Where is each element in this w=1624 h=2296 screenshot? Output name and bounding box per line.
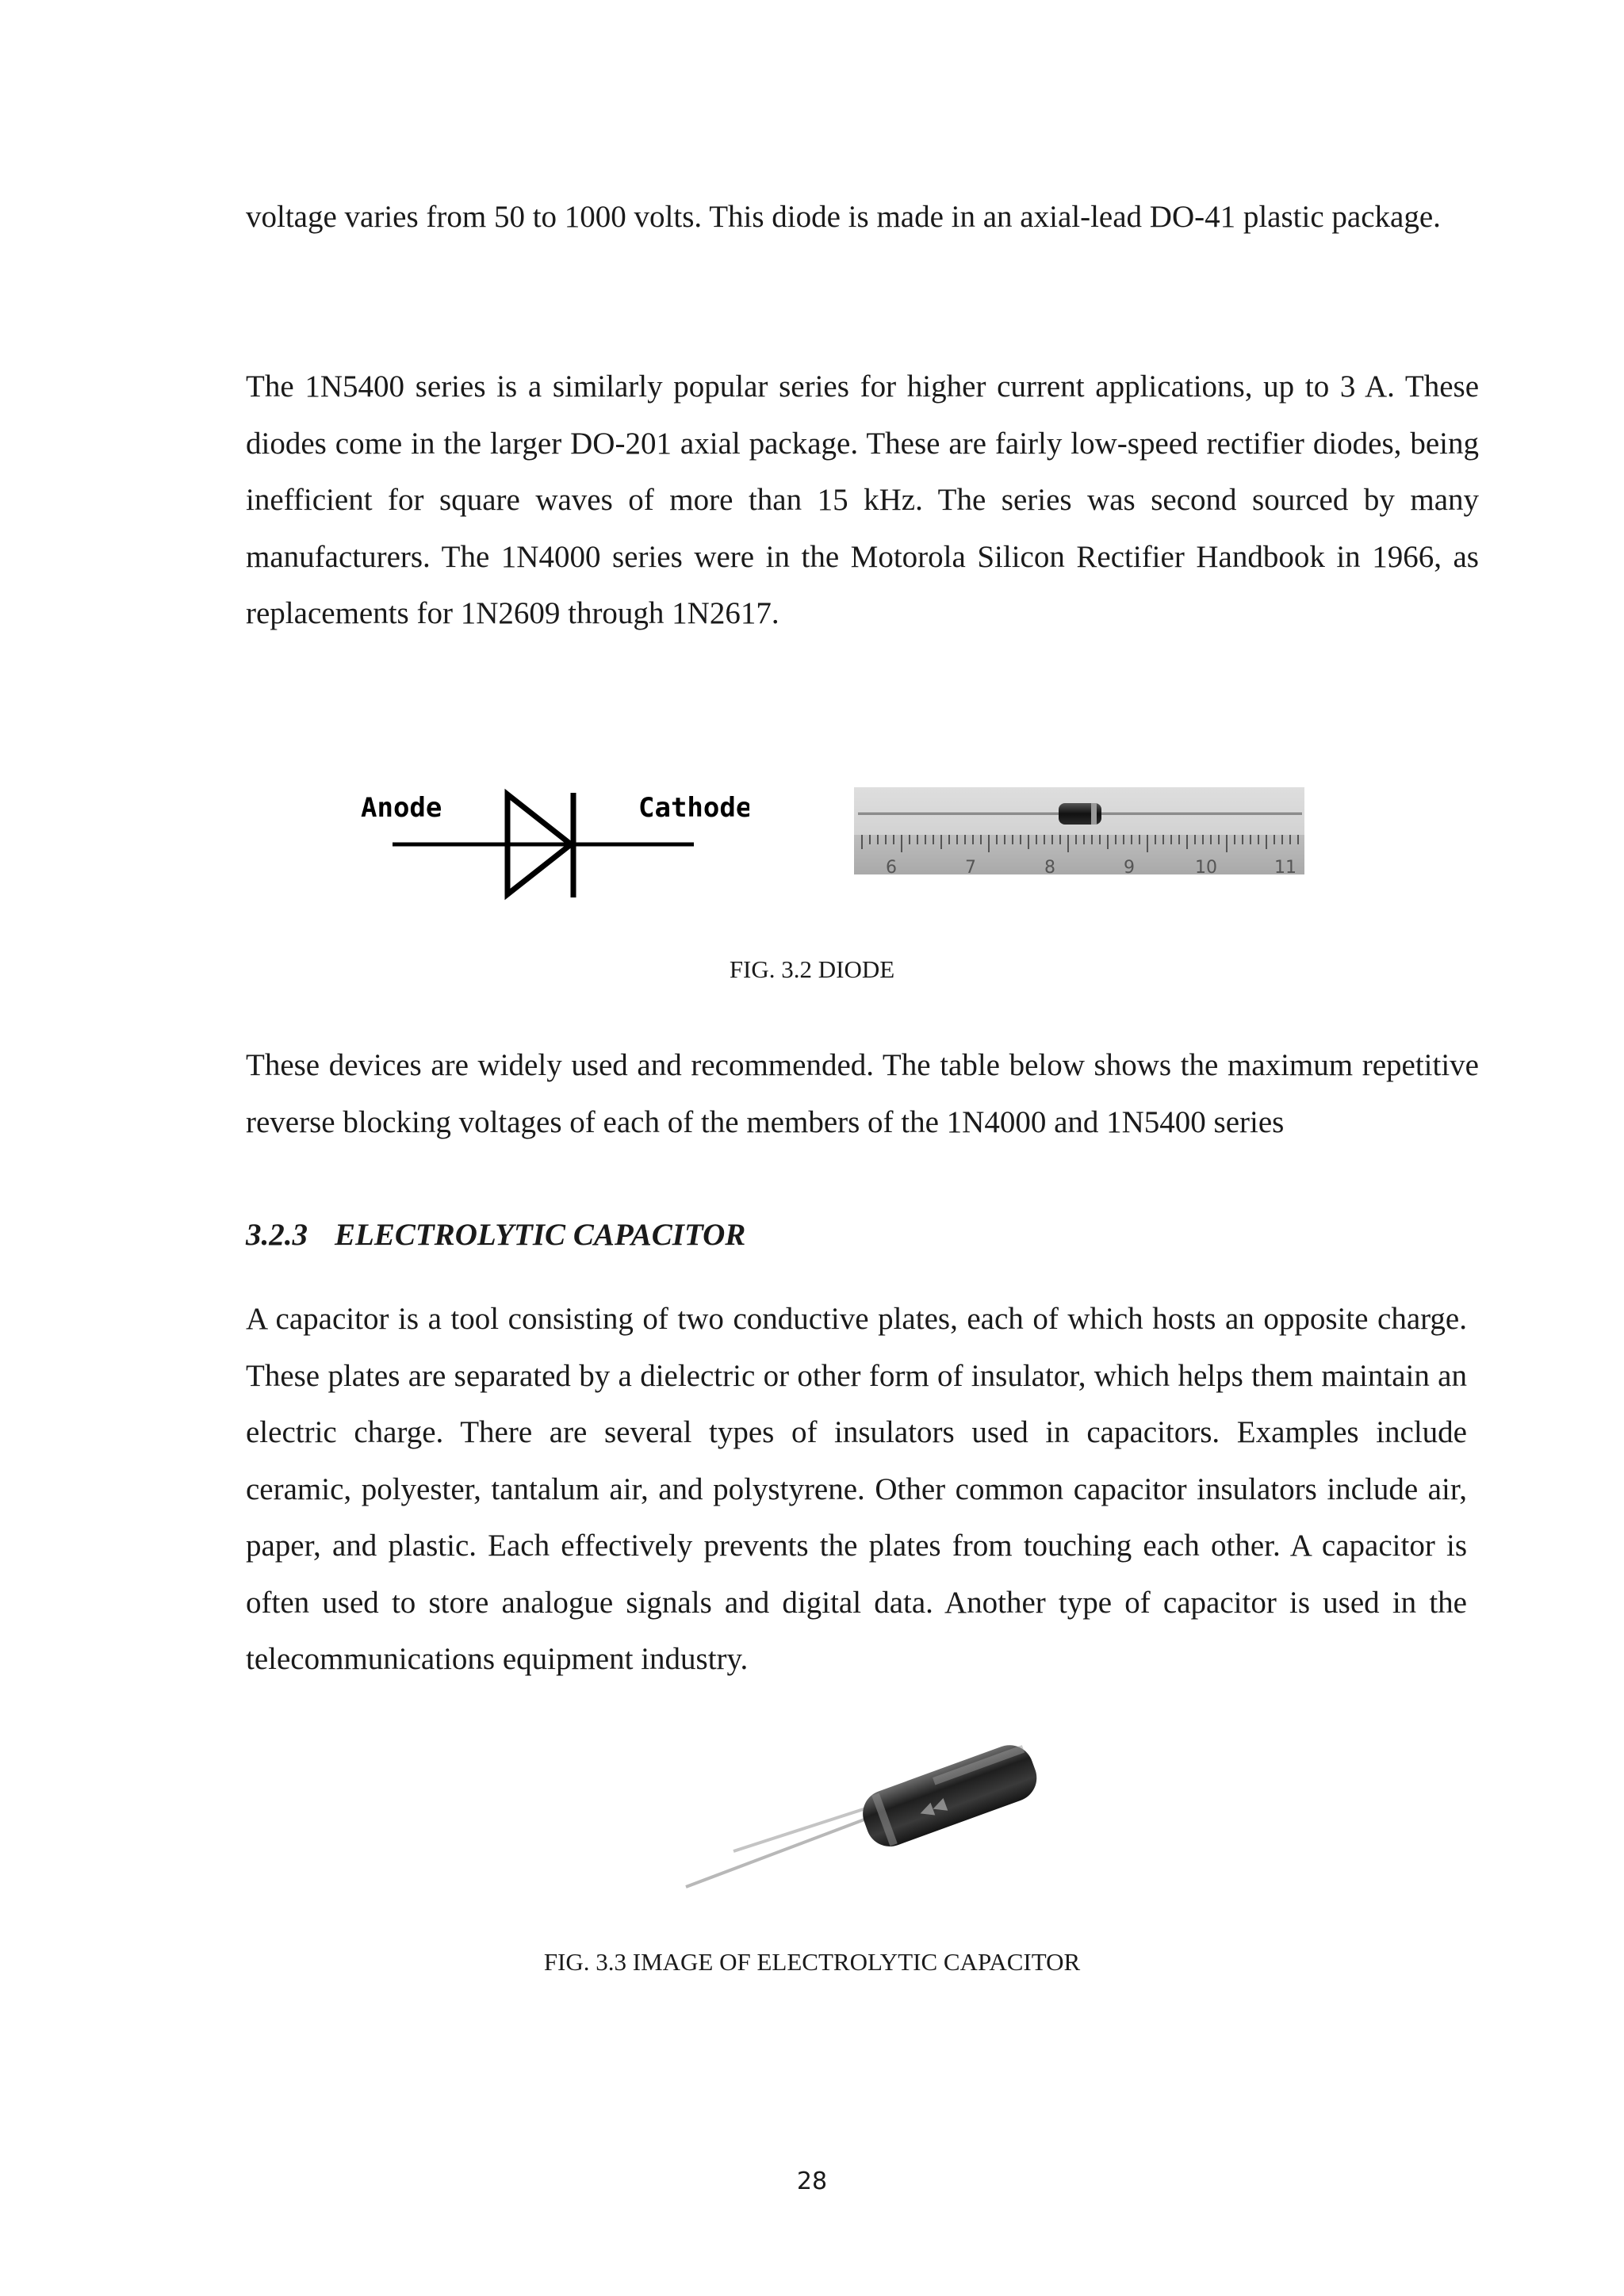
svg-text:◀◀: ◀◀ bbox=[917, 1794, 949, 1823]
capacitor-photo-svg bbox=[678, 1732, 1051, 1899]
diode-symbol-svg bbox=[361, 785, 749, 904]
svg-text:11: 11 bbox=[1274, 858, 1297, 874]
diode-symbol-figure bbox=[361, 785, 749, 904]
svg-text:8: 8 bbox=[1044, 858, 1055, 874]
diode-cathode-band bbox=[1091, 803, 1097, 825]
svg-text:10: 10 bbox=[1195, 858, 1217, 874]
svg-text:6: 6 bbox=[886, 858, 897, 874]
paragraph-devices-table: These devices are widely used and recommended. The table below shows the maximum repetitive reverse blocking voltages of each of the members of the 1N4000 and 1N5400 series bbox=[246, 1048, 1479, 1139]
capacitor-lead-long bbox=[686, 1820, 864, 1887]
paragraph-diode-voltage: voltage varies from 50 to 1000 volts. This diode is made in an axial-lead DO-41 plastic package. bbox=[246, 200, 1441, 234]
page-number: 28 bbox=[796, 2168, 828, 2195]
capacitor-body bbox=[856, 1739, 1044, 1854]
diode-photo-figure bbox=[854, 787, 1304, 874]
svg-text:7: 7 bbox=[965, 858, 976, 874]
diode-photo-svg bbox=[854, 787, 1304, 874]
section-number: 3.2.3 bbox=[246, 1218, 308, 1252]
anode-label: Anode bbox=[361, 792, 442, 824]
svg-text:9: 9 bbox=[1124, 858, 1135, 874]
fig-3-2-caption: FIG. 3.2 DIODE bbox=[729, 955, 895, 983]
paragraph-1n5400-series: The 1N5400 series is a similarly popular series for higher current applications, up to 3 A. These diodes come in the larger DO-201 axial package. These are fairly low-speed rectifier diodes, being inefficient for square waves of more than 15 kHz. The series was second sourced by many manufacturers. The 1N4000 series were in the Motorola Silicon Rectifier Handbook in 1966, as replacements for 1N2609 through 1N2617. bbox=[246, 369, 1479, 630]
cathode-label: Cathode bbox=[638, 792, 749, 824]
ruler bbox=[854, 835, 1304, 874]
section-heading bbox=[246, 1211, 745, 1259]
capacitor-photo-figure bbox=[678, 1732, 1051, 1899]
paragraph-capacitor: A capacitor is a tool consisting of two conductive plates, each of which hosts an opposite charge. These plates are separated by a dielectric or other form of insulator, which helps them maintain an electric charge. There are several types of insulators used in capacitors. Examples include ceramic, polyester, tantalum air, and polystyrene. Other common capacitor insulators include air, paper, and plastic. Each effectively prevents the plates from touching each other. A capacitor is often used to store analogue signals and digital data. Another type of capacitor is used in the telecommunications equipment industry. bbox=[246, 1302, 1467, 1676]
fig-3-3-caption: FIG. 3.3 IMAGE OF ELECTROLYTIC CAPACITOR bbox=[543, 1948, 1081, 1976]
section-title: ELECTROLYTIC CAPACITOR bbox=[335, 1218, 746, 1252]
